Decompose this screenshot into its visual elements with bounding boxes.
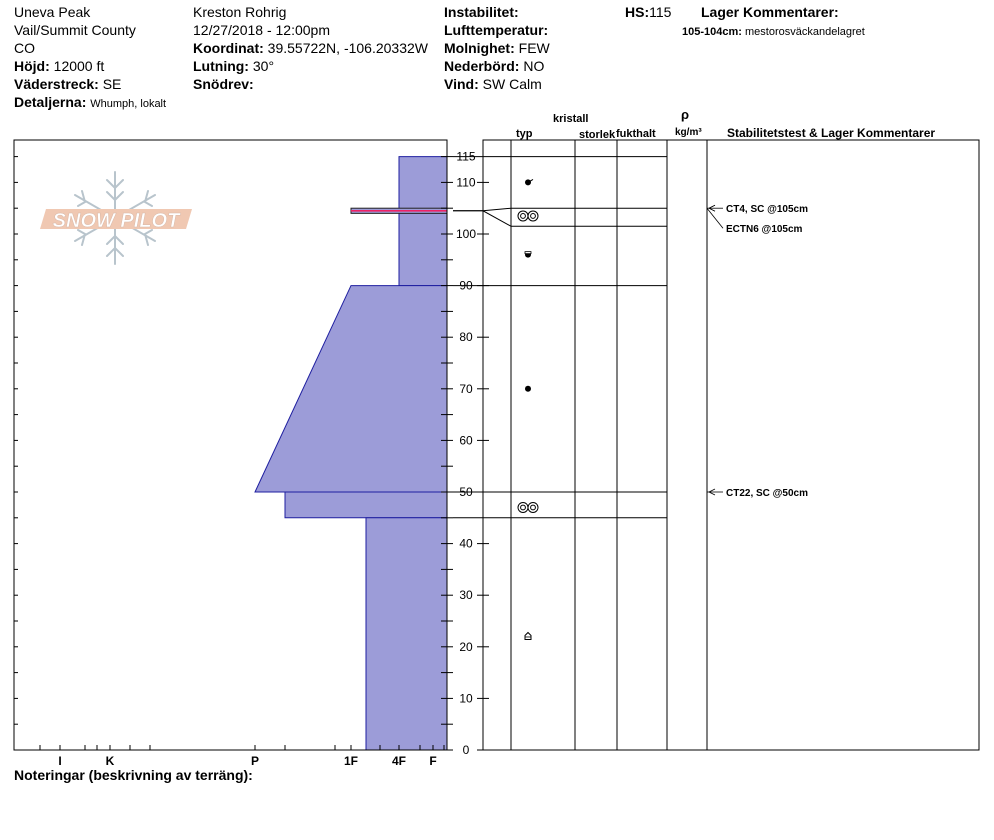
aspect-value: SE — [102, 76, 122, 92]
elevation-value: 12000 ft — [53, 58, 105, 74]
state-name: CO — [14, 40, 35, 56]
melt-forms-icon — [525, 179, 533, 185]
wind-value: SW Calm — [482, 76, 542, 92]
details-label: Detaljerna: — [14, 94, 87, 110]
hardness-label: I — [58, 754, 62, 768]
arrow-icon — [707, 205, 723, 228]
surface-hoar-icon — [518, 211, 538, 221]
hardness-scale-labels — [58, 754, 436, 768]
observer-name: Kreston Rohrig — [193, 4, 287, 20]
hardness-layers — [255, 157, 447, 750]
slope-label: Lutning: — [193, 58, 249, 74]
depth-tick-label: 90 — [459, 278, 473, 293]
density-symbol: ρ — [681, 107, 690, 122]
density-unit: kg/m³ — [675, 127, 702, 138]
details-value: Whumph, lokalt — [90, 98, 167, 110]
precipitation-label: Nederbörd: — [444, 58, 520, 74]
hardness-label: K — [105, 754, 115, 768]
surface-hoar-icon — [518, 502, 538, 512]
stability-test-label: CT4, SC @105cm — [726, 204, 809, 216]
depth-tick-label: 100 — [455, 227, 477, 241]
stability-header: Stabilitetstest & Lager Kommentarer — [727, 126, 936, 140]
aspect-label: Väderstreck: — [14, 76, 99, 92]
size-header: storlek — [579, 129, 616, 141]
weak-layer-marker — [351, 208, 447, 213]
snow-height-label: HS: — [625, 4, 650, 20]
location-name: Uneva Peak — [14, 4, 91, 20]
depth-hoar-icon — [525, 632, 531, 639]
precipitation-value: NO — [523, 58, 545, 74]
grain-type-symbols — [518, 179, 538, 639]
hardness-label: P — [250, 754, 260, 768]
snow-pilot-logo — [40, 172, 192, 264]
type-header: typ — [516, 128, 533, 140]
hardness-layer — [285, 492, 447, 518]
depth-tick-label: 30 — [459, 588, 473, 603]
depth-tick-label: 110 — [456, 175, 476, 190]
moisture-header: fukthalt — [616, 128, 656, 140]
depth-tick-label: 0 — [462, 743, 470, 757]
elevation-label: Höjd: — [14, 58, 50, 74]
coordinates-label: Koordinat: — [193, 40, 264, 56]
depth-tick-label: 60 — [459, 433, 473, 448]
crystal-header: kristall — [553, 113, 589, 125]
layer-line — [453, 208, 667, 211]
depth-tick-label: 70 — [459, 381, 473, 396]
hardness-layer — [366, 518, 447, 750]
notes-label: Noteringar (beskrivning av terräng): — [14, 767, 253, 783]
depth-tick-label: 40 — [459, 536, 473, 551]
sky-cover-value: FEW — [518, 40, 550, 56]
slope-value: 30° — [252, 58, 275, 74]
layer-table — [453, 140, 979, 750]
layer-comment-range: 105-104cm: — [682, 26, 742, 38]
observation-datetime: 12/27/2018 - 12:00pm — [193, 22, 330, 38]
air-temperature-label: Lufttemperatur: — [444, 22, 549, 38]
rounded-grains-icon — [525, 386, 531, 392]
layer-comments-label: Lager Kommentarer: — [701, 4, 839, 20]
depth-tick-label: 10 — [459, 691, 473, 706]
depth-tick-label: 80 — [459, 330, 473, 345]
depth-axis — [441, 140, 489, 757]
rounded-faceted-icon — [525, 252, 531, 258]
hardness-label: 4F — [391, 754, 407, 768]
stability-test-label: ECTN6 @105cm — [726, 224, 803, 236]
hardness-label: F — [429, 754, 437, 768]
stability-test-annotations — [707, 204, 808, 499]
arrow-icon — [707, 489, 723, 495]
region-name: Vail/Summit County — [14, 22, 136, 38]
sky-cover-label: Molnighet: — [444, 40, 515, 56]
hardness-label: 1F — [343, 754, 359, 768]
depth-tick-label: 115 — [456, 149, 476, 164]
snow-height-value: 115 — [649, 4, 672, 20]
depth-tick-label: 50 — [459, 485, 473, 499]
wind-label: Vind: — [444, 76, 479, 92]
layer-line — [453, 211, 667, 226]
coordinates-value: 39.55722N, -106.20332W — [267, 40, 428, 56]
hardness-layer — [399, 157, 447, 286]
stability-test-label: CT22, SC @50cm — [726, 488, 809, 499]
drift-label: Snödrev: — [193, 76, 254, 92]
hardness-layer — [255, 286, 447, 492]
depth-tick-label: 20 — [459, 639, 473, 654]
layer-comment-text: mestorosväckandelagret — [745, 26, 865, 38]
instability-label: Instabilitet: — [444, 4, 519, 20]
logo-text: SNOW PILOT — [52, 210, 180, 232]
